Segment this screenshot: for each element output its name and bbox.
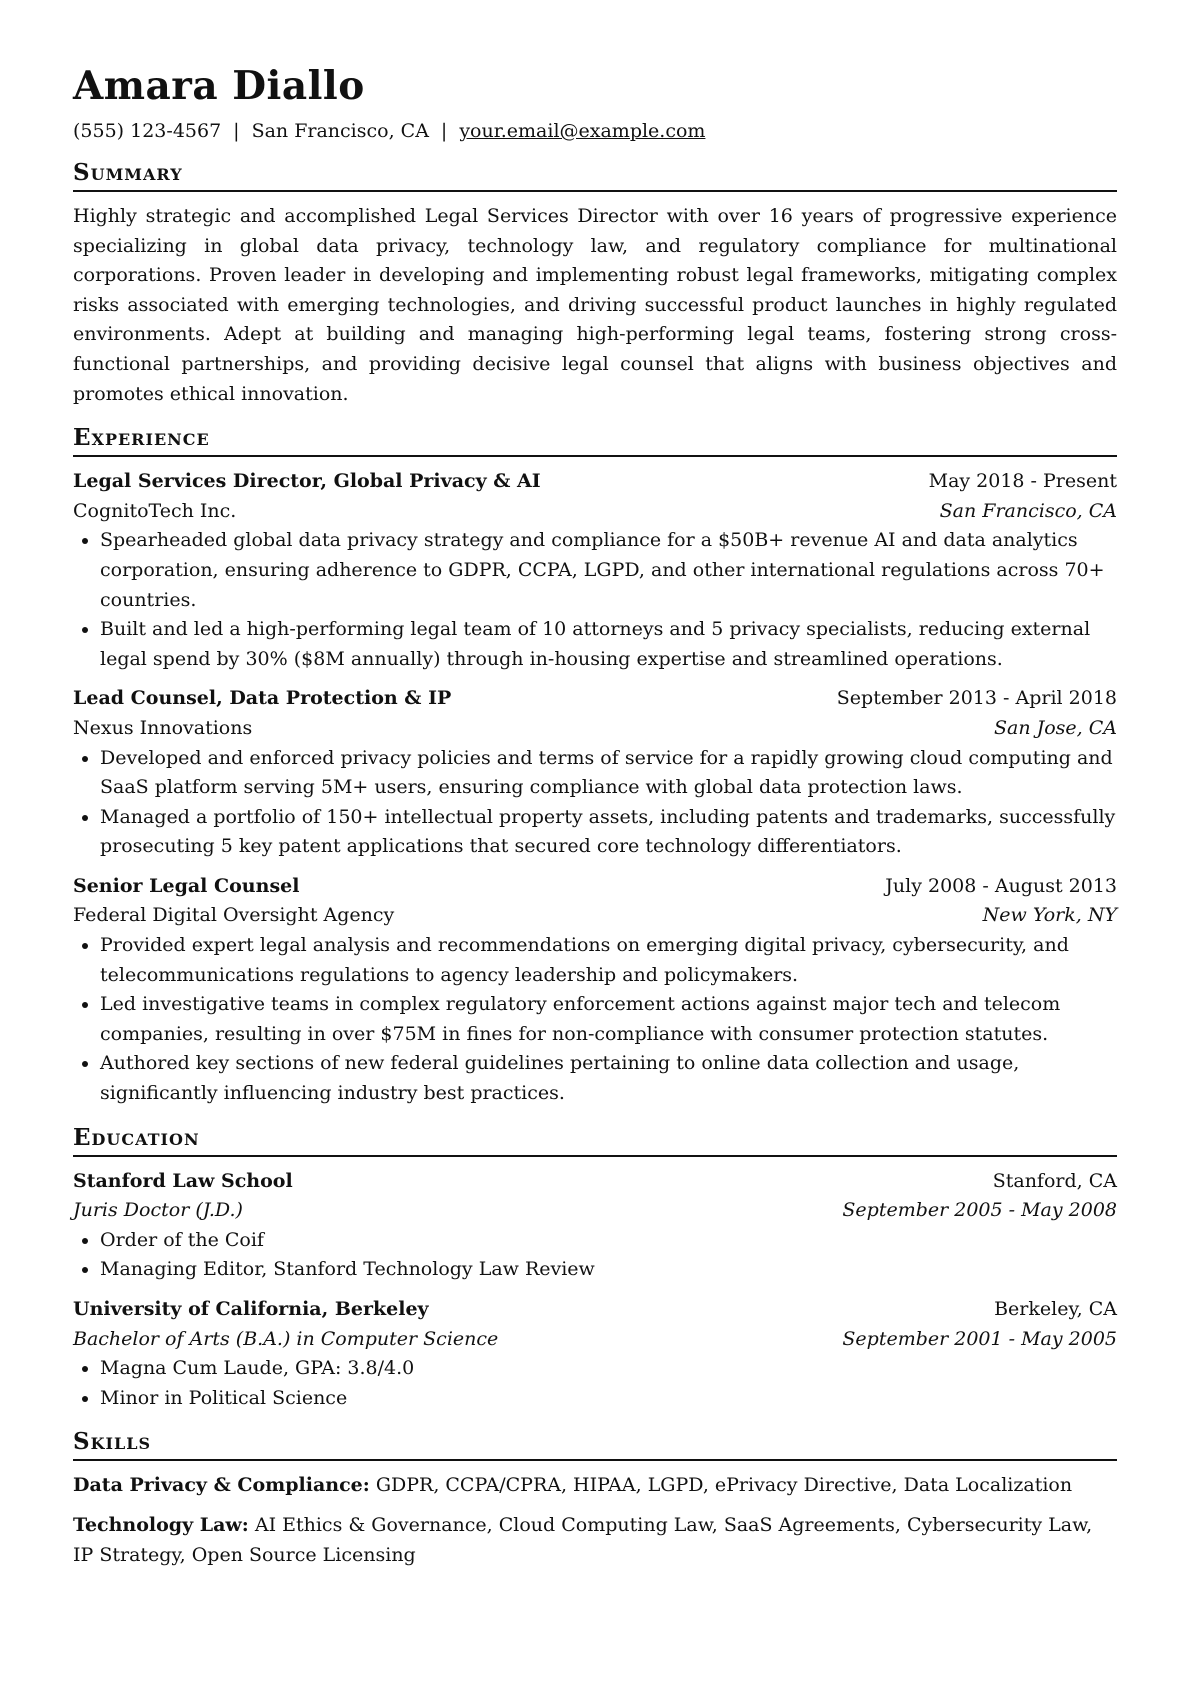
school-name: Stanford Law School	[73, 1169, 293, 1192]
bullet-item: • Order of the Coif	[100, 1226, 1117, 1256]
bullet-item: • Provided expert legal analysis and recommendations on emerging digital privacy, cybersecurity, and telecommunications regulations to agency leadership and policymakers.	[100, 931, 1117, 990]
bullet-item: • Managed a portfolio of 150+ intellectual property assets, including patents and trademarks, successfully prosecuting 5 key patent applications that secured core technology differentiators.	[100, 803, 1117, 862]
education-heading: Education	[73, 1123, 1117, 1157]
school-location: Stanford, CA	[992, 1169, 1117, 1192]
email-link[interactable]: your.email@example.com	[459, 120, 706, 142]
education-entry	[73, 1167, 1117, 1285]
education-entry	[73, 1295, 1117, 1413]
skill-items: GDPR, CCPA/CPRA, HIPAA, LGPD, ePrivacy Directive, Data Localization	[375, 1474, 1073, 1497]
job-bullets	[73, 526, 1117, 674]
job-dates: July 2008 - August 2013	[885, 874, 1117, 897]
job-role: Legal Services Director, Global Privacy & AI	[73, 470, 541, 493]
degree: Juris Doctor (J.D.)	[73, 1199, 243, 1222]
education-dates: September 2001 - May 2005	[842, 1327, 1117, 1350]
job-dates: September 2013 - April 2018	[836, 687, 1117, 710]
job-company: CognitoTech Inc.	[73, 499, 237, 522]
skill-group	[73, 1471, 1117, 1501]
summary-text: Highly strategic and accomplished Legal Services Director with over 16 years of progressive experience specializing in global data privacy, technology law, and regulatory compliance for multinational corporations. Proven leader in developing and implementing robust legal frameworks, mitigating complex risks associated with emerging technologies, and driving successful product launches in highly regulated environments. Adept at building and managing high-performing legal teams, fostering strong cross-functional partnerships, and providing decisive legal counsel that aligns with business objectives and promotes ethical innovation.	[73, 205, 1117, 405]
degree: Bachelor of Arts (B.A.) in Computer Science	[73, 1327, 499, 1350]
job-entry	[73, 467, 1117, 674]
skill-label: Data Privacy & Compliance:	[73, 1474, 370, 1497]
skill-group	[73, 1511, 1117, 1570]
education-bullets	[73, 1226, 1117, 1285]
job-entry	[73, 872, 1117, 1109]
candidate-name: Amara Diallo	[73, 63, 365, 109]
bullet-item: • Minor in Political Science	[100, 1384, 1117, 1414]
bullet-item: • Developed and enforced privacy policies and terms of service for a rapidly growing cloud computing and SaaS platform serving 5M+ users, ensuring compliance with global data protection laws.	[100, 744, 1117, 803]
job-bullets	[73, 744, 1117, 862]
job-entry	[73, 684, 1117, 862]
bullet-item: • Managing Editor, Stanford Technology Law Review	[100, 1255, 1117, 1285]
contact-separator: |	[440, 120, 448, 142]
bullet-item: • Built and led a high-performing legal team of 10 attorneys and 5 privacy specialists, reducing external legal spend by 30% ($8M annually) through in-housing expertise and streamlined operations.	[100, 615, 1117, 674]
location: San Francisco, CA	[251, 120, 429, 142]
bullet-item: • Magna Cum Laude, GPA: 3.8/4.0	[100, 1354, 1117, 1384]
school-location: Berkeley, CA	[994, 1298, 1117, 1320]
job-bullets	[73, 931, 1117, 1109]
bullet-item: • Led investigative teams in complex regulatory enforcement actions against major tech and telecom companies, resulting in over $75M in fines for non-compliance with consumer protection statutes.	[100, 990, 1117, 1049]
education-bullets	[73, 1354, 1117, 1413]
job-location: San Jose, CA	[993, 716, 1117, 739]
job-company: Nexus Innovations	[73, 716, 253, 739]
education-dates: September 2005 - May 2008	[842, 1199, 1117, 1222]
job-role: Lead Counsel, Data Protection & IP	[73, 687, 452, 710]
bullet-item: • Authored key sections of new federal guidelines pertaining to online data collection and usage, significantly influencing industry best practices.	[100, 1049, 1117, 1108]
contact-separator: |	[233, 120, 240, 142]
school-name: University of California, Berkeley	[73, 1298, 429, 1320]
skill-items: AI Ethics & Governance, Cloud Computing Law, SaaS Agreements, Cybersecurity Law, IP Strategy, Open Source Licensing	[73, 1513, 1093, 1566]
phone: (555) 123-4567	[73, 120, 222, 142]
job-company: Federal Digital Oversight Agency	[73, 904, 395, 927]
job-dates: May 2018 - Present	[928, 470, 1117, 493]
job-role: Senior Legal Counsel	[73, 874, 300, 897]
experience-heading: Experience	[73, 423, 1117, 457]
skills-heading: Skills	[73, 1427, 1117, 1461]
bullet-item: • Spearheaded global data privacy strategy and compliance for a $50B+ revenue AI and data analytics corporation, ensuring adherence to GDPR, CCPA, LGPD, and other international regulations across 70+ countries.	[100, 526, 1117, 615]
skill-label: Technology Law:	[73, 1513, 249, 1536]
summary-heading: Summary	[73, 158, 1117, 192]
contact-line	[73, 118, 1117, 144]
job-location: New York, NY	[982, 904, 1117, 927]
job-location: San Francisco, CA	[939, 499, 1117, 522]
